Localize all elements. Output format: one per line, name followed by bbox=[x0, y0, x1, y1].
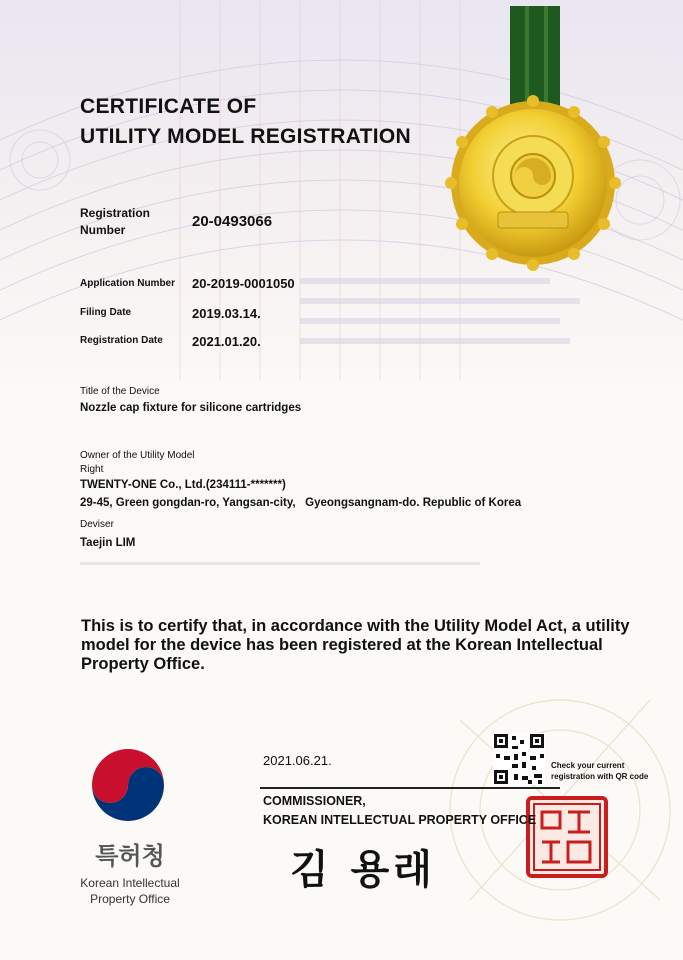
owner-name: TWENTY-ONE Co., Ltd.(234111-*******) bbox=[80, 479, 286, 491]
kipo-emblem-icon bbox=[92, 749, 164, 821]
filing-date-value: 2019.03.14. bbox=[192, 306, 261, 321]
registration-date-value: 2021.01.20. bbox=[192, 334, 261, 349]
qr-instruction bbox=[551, 760, 648, 782]
qr-instruction-line-2: registration with QR code bbox=[551, 772, 649, 781]
owner-label-line-1: Owner of the Utility Model bbox=[80, 450, 195, 461]
signature-divider bbox=[260, 787, 560, 789]
registration-number-label-line-2: Number bbox=[80, 223, 126, 237]
issue-date: 2021.06.21. bbox=[263, 753, 332, 768]
registration-number-label bbox=[80, 205, 150, 239]
office-english-line-1: Korean Intellectual bbox=[80, 876, 180, 890]
application-number-value: 20-2019-0001050 bbox=[192, 276, 295, 291]
owner-address: 29-45, Green gongdan-ro, Yangsan-city, Gyeongsangnam-do. Republic of Korea bbox=[80, 497, 522, 509]
application-number-label: Application Number bbox=[80, 278, 176, 289]
commissioner-title bbox=[263, 792, 536, 830]
registration-number-value: 20-0493066 bbox=[192, 213, 273, 230]
certification-statement: This is to certify that, in accordance with the Utility Model Act, a utility model for the device has been registered at the Korean Intellectual Property Office. bbox=[81, 617, 630, 673]
device-title-label: Title of the Device bbox=[80, 386, 160, 397]
official-stamp-icon bbox=[528, 798, 606, 876]
registration-number-label-line-1: Registration bbox=[80, 206, 151, 220]
office-english-line-2: Property Office bbox=[90, 892, 170, 906]
device-title-value: Nozzle cap fixture for silicone cartridges bbox=[80, 402, 302, 414]
owner-label bbox=[80, 449, 195, 477]
commissioner-line-1: COMMISSIONER, bbox=[263, 794, 366, 808]
title-line-1: CERTIFICATE OF bbox=[80, 95, 257, 118]
deviser-name: Taejin LIM bbox=[80, 537, 136, 549]
registration-date-label: Registration Date bbox=[80, 335, 163, 346]
certificate-title bbox=[80, 92, 411, 152]
qr-instruction-line-1: Check your current bbox=[551, 761, 625, 770]
office-korean-name: 특허청 bbox=[95, 842, 165, 870]
filing-date-label: Filing Date bbox=[80, 307, 132, 318]
qr-code-icon bbox=[493, 733, 545, 785]
title-line-2: UTILITY MODEL REGISTRATION bbox=[80, 125, 411, 148]
office-english-name bbox=[60, 875, 200, 907]
owner-label-line-2: Right bbox=[80, 464, 104, 475]
commissioner-line-2: KOREAN INTELLECTUAL PROPERTY OFFICE bbox=[263, 813, 537, 827]
deviser-label: Deviser bbox=[80, 519, 114, 530]
commissioner-signature: 김 용래 bbox=[290, 846, 436, 893]
